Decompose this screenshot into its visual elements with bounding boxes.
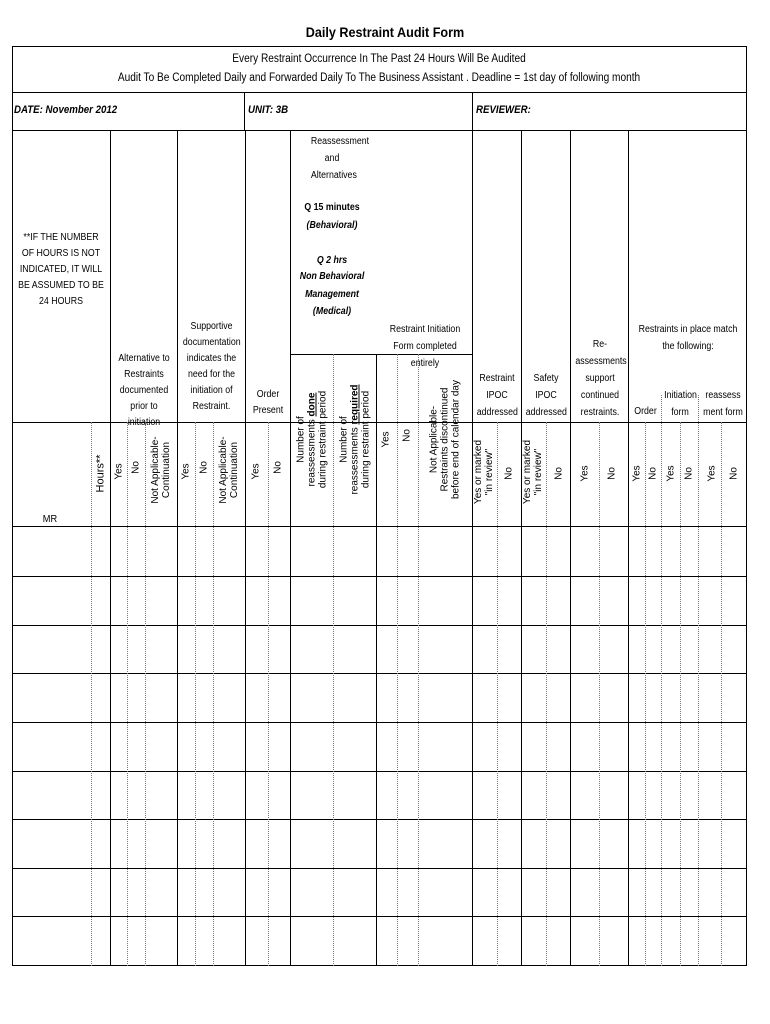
support-yes-label: Yes xyxy=(579,465,591,482)
behavioral-label: (Behavioral) xyxy=(306,220,358,231)
mr-label: MR xyxy=(42,513,58,525)
alternative-header: Alternative to Restraints documented prior to initiation xyxy=(118,353,170,428)
match-header: Restraints in place match the following: xyxy=(638,324,738,352)
q2-label: Q 2 hrs xyxy=(316,255,348,266)
supportive-yes-label: Yes xyxy=(180,463,192,480)
q15-label: Q 15 minutes xyxy=(304,202,360,213)
req-label-2a: reassessments xyxy=(349,424,361,495)
safety-marked-label-2: "in review" xyxy=(533,448,544,496)
alternative-no-label: No xyxy=(130,461,142,474)
restraint-marked-label-2: "in review" xyxy=(484,448,495,496)
alternative-yes-label: Yes xyxy=(113,463,125,480)
initiation-yes-label: Yes xyxy=(380,431,392,448)
done-label-2a: reassessments xyxy=(306,416,318,487)
supportive-na-label-1: Not Applicable- xyxy=(218,436,229,504)
safety-marked-label-1: Yes or marked xyxy=(522,439,533,505)
table-row[interactable] xyxy=(12,626,746,674)
meta-divider-1 xyxy=(244,92,245,131)
reassess-support-header: Re-assessments support continued restraints. xyxy=(575,339,627,418)
supportive-header: Supportive documentation indicates the need for the initiation of Restraint. xyxy=(182,321,241,412)
match-initiation-yes-label: Yes xyxy=(665,465,677,482)
reassessment-header: Reassessment and Alternatives xyxy=(310,136,370,181)
initiation-no-label: No xyxy=(401,429,413,442)
subtitle-line-2: Audit To Be Completed Daily and Forwarded Daily To The Business Assistant . Deadline = 1st day of following month xyxy=(117,72,641,84)
order-no-label: No xyxy=(272,461,284,474)
req-label-3: during restraint period xyxy=(360,390,372,489)
match-reassess-no-label: No xyxy=(728,467,740,480)
meta-divider-2 xyxy=(472,92,473,131)
order-present-header: Order Present xyxy=(252,389,284,416)
na-disc-label-2: Restraints discontinued xyxy=(439,387,451,492)
initiation-form-header: Restraint Initiation Form completed entirely xyxy=(389,324,461,369)
na-disc-label-3: before end of calendar day xyxy=(450,380,462,499)
match-order-yes-label: Yes xyxy=(631,465,643,482)
done-label-3: during restraint period xyxy=(317,390,329,489)
restraint-ipoc-header: Restraint IPOC addressed xyxy=(476,373,518,418)
match-initiation-label: Initiation form xyxy=(664,390,697,418)
table-row[interactable] xyxy=(12,869,746,917)
date-field[interactable]: DATE: November 2012 xyxy=(14,104,118,116)
meta-top-border xyxy=(12,92,747,93)
management-label: Management xyxy=(305,289,359,300)
form-title: Daily Restraint Audit Form xyxy=(305,24,465,40)
alternative-na-label-1: Not Applicable- xyxy=(150,436,161,504)
match-order-no-label: No xyxy=(647,467,659,480)
done-label-2b: done xyxy=(306,392,318,417)
subtitle-line-1: Every Restraint Occurrence In The Past 24 Hours Will Be Audited xyxy=(232,53,526,65)
match-reassessment-label: reassessment form xyxy=(703,390,743,418)
header-top-border xyxy=(12,130,747,131)
alternative-na-label-2: Continuation xyxy=(161,441,172,499)
support-no-label: No xyxy=(606,467,618,480)
outer-bottom-border xyxy=(12,965,747,966)
hours-assumption-note: **IF THE NUMBER OF HOURS IS NOT INDICATED, IT WILL BE ASSUMED TO BE 24 HOURS xyxy=(18,232,104,307)
table-row[interactable] xyxy=(12,820,746,868)
outer-top-border xyxy=(12,46,747,47)
req-label-2b: required xyxy=(349,384,361,425)
na-disc-label-1: Not Applicable- xyxy=(428,405,440,474)
hours-label: Hours** xyxy=(94,454,107,493)
match-reassess-yes-label: Yes xyxy=(706,465,718,482)
supportive-na-label-2: Continuation xyxy=(229,441,240,499)
unit-field[interactable]: UNIT: 3B xyxy=(248,104,289,116)
table-row[interactable] xyxy=(12,772,746,820)
table-row[interactable] xyxy=(12,674,746,722)
safety-no-label: No xyxy=(553,467,565,480)
outer-right-border xyxy=(746,46,747,966)
order-yes-label: Yes xyxy=(250,463,262,480)
table-row[interactable] xyxy=(12,917,746,965)
restraint-marked-label-1: Yes or marked xyxy=(473,439,484,505)
nonbehavioral-label: Non Behavioral xyxy=(299,271,365,282)
match-initiation-no-label: No xyxy=(683,467,695,480)
done-label-1: Number of xyxy=(295,416,307,463)
table-row[interactable] xyxy=(12,527,746,575)
safety-ipoc-header: Safety IPOC addressed xyxy=(525,373,567,418)
req-label-1: Number of xyxy=(338,416,350,463)
table-row[interactable] xyxy=(12,577,746,625)
table-row[interactable] xyxy=(12,723,746,771)
match-order-label: Order xyxy=(634,406,657,417)
supportive-no-label: No xyxy=(198,461,210,474)
restraint-no-label: No xyxy=(503,467,515,480)
medical-label: (Medical) xyxy=(312,306,352,317)
reviewer-field[interactable]: REVIEWER: xyxy=(476,104,531,116)
